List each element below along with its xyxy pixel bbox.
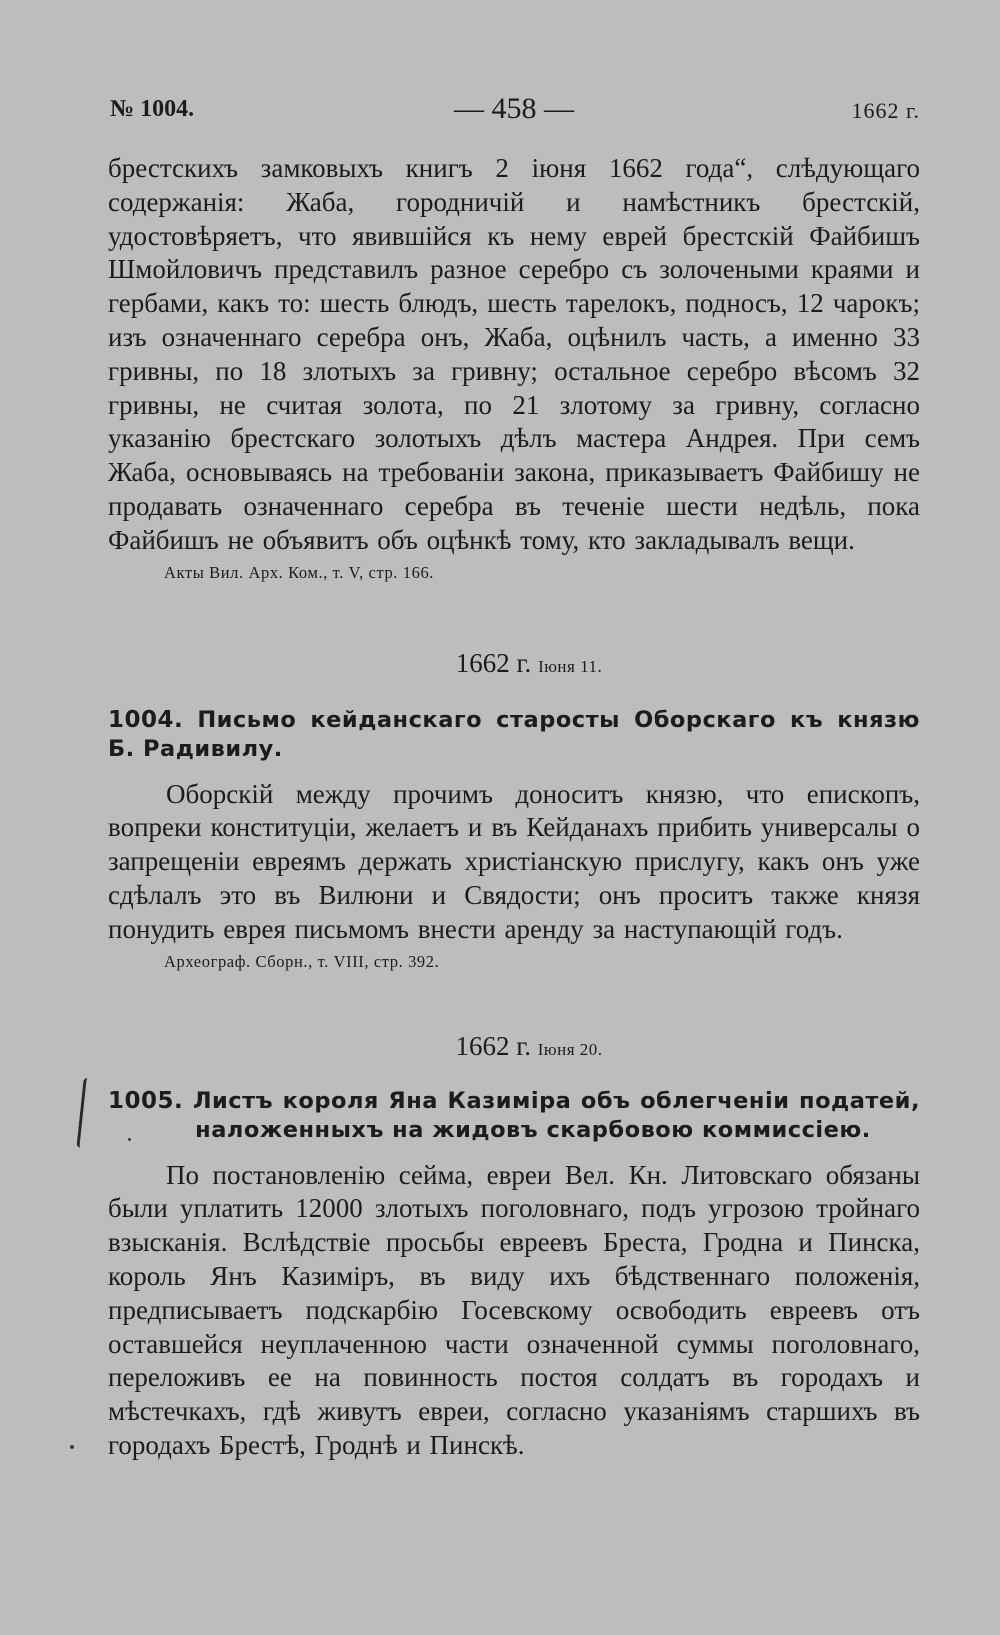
paper-speck (70, 1445, 74, 1449)
header-year: 1662 г. (851, 98, 920, 123)
header-doc-number: № 1004. (110, 96, 195, 122)
page-header (108, 92, 920, 132)
document-number: 1005. (108, 1087, 184, 1114)
date-year: 1662 г. (455, 1030, 531, 1061)
source-citation: Археограф. Сборн., т. VIII, стр. 392. (164, 951, 440, 971)
document-title (108, 706, 920, 764)
document-1005 (108, 1029, 920, 1463)
date-day: Іюня 11. (538, 656, 603, 676)
page-content (108, 152, 920, 1463)
date-day: Іюня 20. (537, 1039, 603, 1059)
source-citation: Акты Вил. Арх. Ком., т. V, стр. 166. (164, 562, 435, 582)
body-paragraph: брестскихъ замковыхъ книгъ 2 іюня 1662 года“, слѣдующаго содержанія: Жаба, городничій и намѣстникъ брестскій, удостовѣряетъ, что явившійся къ нему еврей брестскій Файбишъ Шмойловичъ представилъ разное серебро съ золочеными краями и гербами, какъ то: шесть блюдъ, шесть тарелокъ, подносъ, 12 чарокъ; изъ означеннаго серебра онъ, Жаба, оцѣнилъ часть, а именно 33 гривны, по 18 злотыхъ за гривну; остальное серебро вѣсомъ 32 гривны, не считая золота, по 21 злотому за гривну, согласно указанію брестскаго золотыхъ дѣлъ мастера Андрея. При семъ Жаба, основываясь на требованіи закона, приказываетъ Файбишу не продавать означеннаго серебра въ теченіе шести недѣль, пока Файбишъ не объявитъ объ оцѣнкѣ тому, кто закладывалъ вещи. (108, 153, 920, 555)
document-title-text: Листъ короля Яна Казиміра объ облегченіи податей, наложенныхъ на жидовъ скарбовою коммиссіею. (192, 1087, 920, 1143)
document-date (108, 646, 920, 684)
body-paragraph: Оборскій между прочимъ доноситъ князю, что епископъ, вопреки конституціи, желаетъ и въ Кейданахъ прибить универсалы о запрещеніи евреямъ держать христіанскую прислугу, какъ онъ уже сдѣлалъ это въ Вилюни и Свядости; онъ проситъ также князя понудить еврея письмомъ внести аренду за наступающій годъ. (108, 778, 920, 944)
document-1003-continuation (108, 152, 920, 584)
date-year: 1662 г. (455, 647, 532, 678)
document-title-text: Письмо кейданскаго старосты Оборскаго къ князю Б. Радивилу. (108, 706, 920, 762)
header-page-number: — 458 — (454, 92, 574, 125)
document-title (108, 1087, 920, 1145)
margin-pencil-mark (76, 1078, 92, 1149)
body-paragraph: По постановленію сейма, евреи Вел. Кн. Литовскаго обязаны были уплатить 12000 злотыхъ поголовнаго, подъ угрозою тройнаго взысканія. Вслѣдствіе просьбы евреевъ Бреста, Гродна и Пинска, король Янъ Казиміръ, въ виду ихъ бѣдственнаго положенія, предписываетъ подскарбію Госевскому освободить евреевъ отъ оставшейся неуплаченною части означенной суммы поголовнаго, переложивъ ее на повинность постоя солдатъ въ городахъ и мѣстечкахъ, гдѣ живутъ евреи, согласно указаніямъ старшихъ въ городахъ Брестѣ, Гроднѣ и Пинскѣ. (108, 1159, 920, 1460)
document-date (108, 1029, 920, 1067)
document-number: 1004. (108, 706, 184, 733)
document-1004 (108, 646, 920, 973)
